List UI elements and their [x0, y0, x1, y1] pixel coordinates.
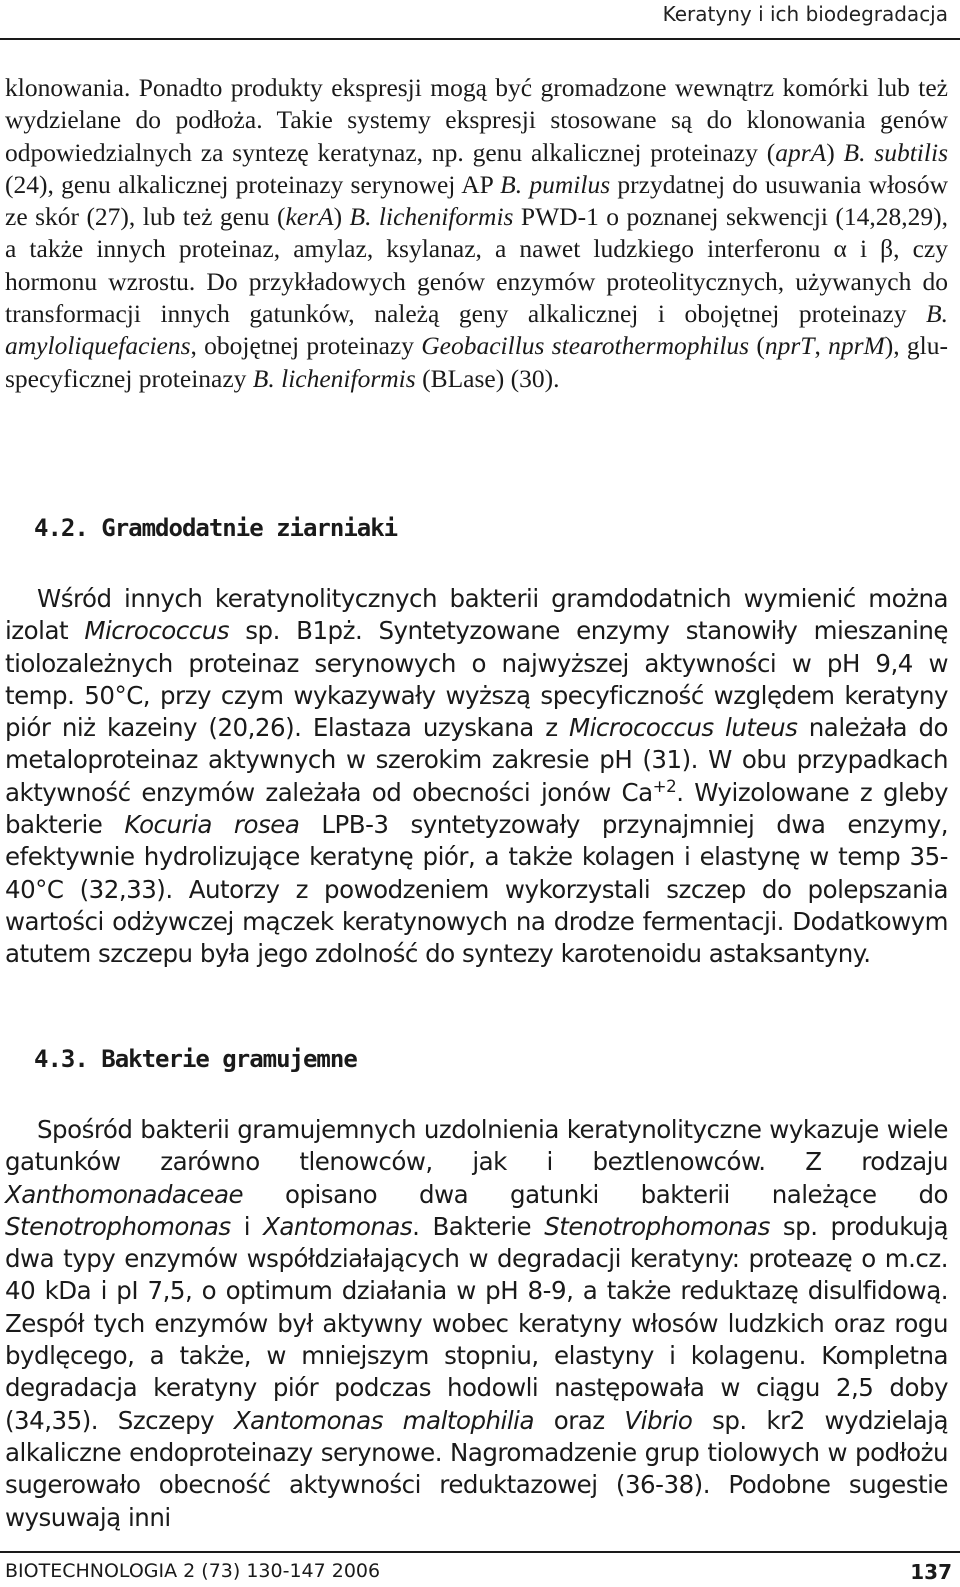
species-name: Micrococcus — [84, 616, 230, 646]
section-heading-4-3: 4.3. Bakterie gramujemne — [34, 1045, 357, 1073]
species-name: Kocuria rosea — [124, 810, 300, 840]
taxon-name: Vibrio — [624, 1405, 693, 1435]
gene-name: kerA — [285, 202, 334, 232]
species-name: Xantomonas maltophilia — [233, 1405, 534, 1435]
taxon-name: Stenotrophomonas — [544, 1211, 770, 1241]
species-name: B. pumilus — [500, 169, 611, 199]
section-heading-4-2: 4.2. Gramdodatnie ziarniaki — [34, 514, 398, 542]
species-name: B. amyloliquefaciens — [5, 299, 948, 361]
gene-name: nprT — [764, 331, 815, 361]
journal-citation: BIOTECHNOLOGIA 2 (73) 130-147 2006 — [5, 1560, 381, 1582]
header-rule — [0, 38, 960, 40]
taxon-name: Stenotrophomonas — [5, 1211, 231, 1241]
gene-name: nprM — [828, 331, 885, 361]
species-name: B. licheniformis — [349, 202, 514, 232]
ion-charge: +2 — [652, 776, 677, 796]
footer-rule — [0, 1551, 960, 1553]
taxon-name: Xanthomonadaceae — [5, 1179, 244, 1209]
gene-name: aprA — [775, 137, 827, 167]
footer — [5, 1560, 952, 1584]
text-run: klonowania. Ponadto produkty ekspresji mogą być gromadzone wewnątrz komórki lub też wydzielane do podłoża. Takie systemy ekspresji stosowane są do klonowania genów odpowiedzialnych za syntezę keratynaz, np. genu alkalicznej proteinazy ( — [5, 73, 948, 167]
page-number: 137 — [910, 1560, 952, 1584]
paragraph-gram-negative-bacteria: Spośród bakterii gramujemnych uzdolnienia keratynolityczne wykazuje wiele gatunków zarówno tlenowców, jak i beztlenowców. Z rodzaju Xanthomonadaceae opisano dwa gatunki bakterii należące do Stenotrophomonas i Xantomonas. Bakterie Stenotrophomonas sp. produkują dwa typy enzymów współdziałających w degradacji keratyny: proteazę o m.cz. 40 kDa i pI 7,5, o optimum działania w pH 8-9, a także reduktazę disulfidową. Zespół tych enzymów był aktywny wobec keratyny włosów ludzkich oraz rogu bydlęcego, a także, w mniejszym stopniu, elastyny i kolagenu. Kompletna degradacja keratyny piór podczas hodowli następowała w ciągu 2,5 doby (34,35). Szczepy Xantomonas maltophilia oraz Vibrio sp. kr2 wydzielają alkaliczne endoproteinazy serynowe. Nagromadzenie grup tiolowych w podłożu sugerowało obecność aktywności reduktazowej (36-38). Podobne sugestie wysuwają inni — [5, 1115, 948, 1532]
paragraph-gram-positive-cocci: Wśród innych keratynolitycznych bakterii gramdodatnich wymienić można izolat Micrococcus sp. B1pż. Syntetyzowane enzymy stanowiły mieszaninę tiolozależnych proteinaz serynowych o najwyższej aktywności w pH 9,4 w temp. 50°C, przy czym wykazywały wyższą specyficzność względem keratyny piór niż kazeiny (20,26). Elastaza uzyskana z Micrococcus luteus należała do metaloproteinaz aktywnych w szerokim zakresie pH (31). W obu przypadkach aktywność enzymów zależała od obecności jonów $Ca^{+2}$. Wyizolowane z gleby bakterie Kocuria rosea LPB-3 syntetyzowały przynajmniej dwa enzymy, efektywnie hydrolizujące keratynę piór, a także kolagen i elastynę w temp 35-40°C (32,33). Autorzy z powodzeniem wykorzystali szczep do polepszania wartości odżywczej mączek keratynowych na drodze fermentacji. Dodatkowym atutem szczepu była jego zdolność do syntezy karotenoidu astaksantyny. — [5, 584, 948, 969]
species-name: B. subtilis — [843, 137, 948, 167]
running-head: Keratyny i ich biodegradacja — [662, 2, 948, 26]
taxon-name: Xantomonas — [263, 1211, 413, 1241]
paragraph-cloning: klonowania. Ponadto produkty ekspresji mogą być gromadzone wewnątrz komórki lub też wydzielane do podłoża. Takie systemy ekspresji stosowane są do klonowania genów odpowiedzialnych za syntezę keratynaz, np. genu alkalicznej proteinazy (aprA) B. subtilis (24), genu alkalicznej proteinazy serynowej AP B. pumilus przydatnej do usuwania włosów ze skór (27), lub też genu (kerA) B. licheniformis PWD-1 o poznanej sekwencji (14,28,29), a także innych proteinaz, amylaz, ksylanaz, a nawet ludzkiego interferonu α i β, czy hormonu wzrostu. Do przykładowych genów enzymów proteolitycznych, używanych do transformacji innych gatunków, należą geny alkalicznej i obojętnej proteinazy B. amyloliquefaciens, obojętnej proteinazy Geobacillus stearothermophilus (nprT, nprM), glu-specyficznej proteinazy B. licheniformis (BLase) (30). — [5, 73, 949, 393]
species-name: Geobacillus stearothermophilus — [421, 331, 750, 361]
species-name: B. licheniformis — [252, 363, 416, 393]
species-name: Micrococcus luteus — [568, 713, 798, 743]
